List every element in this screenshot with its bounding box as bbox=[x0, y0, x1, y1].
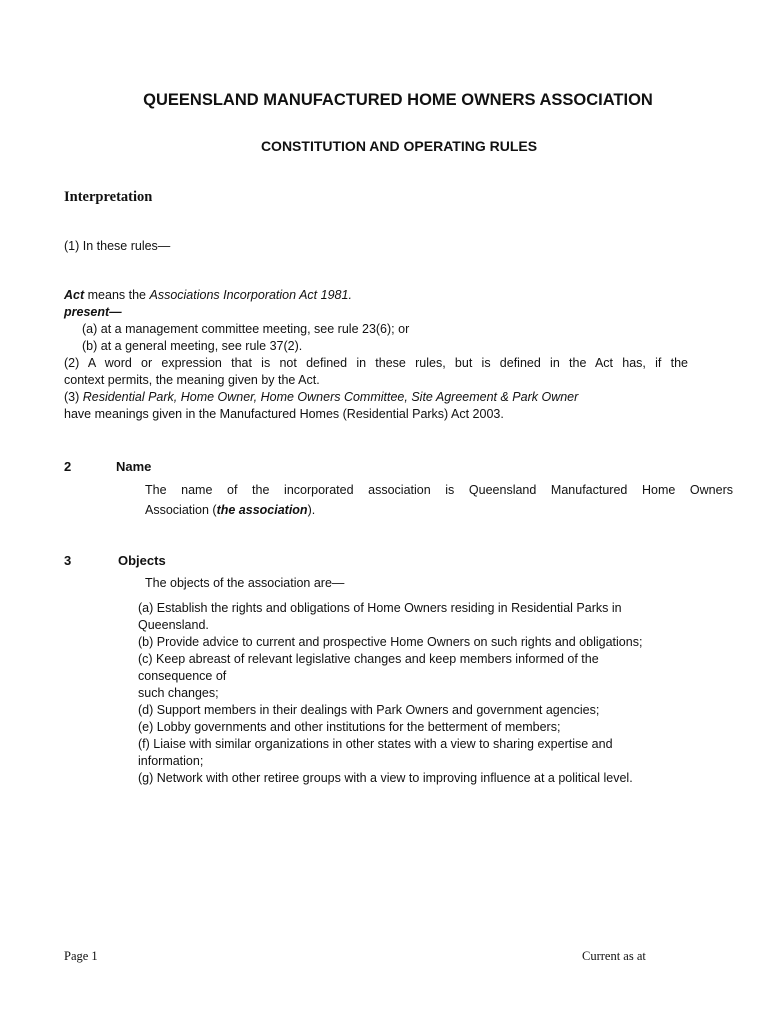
list-item: (e) Lobby governments and other institutions for the betterment of members; bbox=[138, 720, 561, 734]
rule-3-terms: Residential Park, Home Owner, Home Owners Committee, Site Agreement & Park Owner bbox=[82, 390, 579, 404]
section-2-line-2 bbox=[145, 502, 733, 519]
present-item-a: (a) at a management committee meeting, see rule 23(6); or bbox=[82, 322, 410, 336]
list-item: (c) Keep abreast of relevant legislative changes and keep members informed of the bbox=[138, 652, 599, 666]
section-3-title: Objects bbox=[118, 553, 166, 568]
section-3-number: 3 bbox=[64, 553, 72, 568]
act-term: Act bbox=[64, 288, 85, 302]
list-item: information; bbox=[138, 754, 204, 768]
act-means-text: means the bbox=[84, 288, 150, 302]
current-as-at: Current as at bbox=[582, 949, 646, 963]
section-2-title: Name bbox=[116, 459, 152, 474]
act-definition bbox=[64, 287, 704, 304]
list-item: (g) Network with other retiree groups with a view to improving influence at a political level. bbox=[138, 771, 633, 785]
section-2-line-2-post: ). bbox=[307, 503, 316, 517]
document-title: QUEENSLAND MANUFACTURED HOME OWNERS ASSOCIATION bbox=[143, 91, 653, 109]
document-subtitle: CONSTITUTION AND OPERATING RULES bbox=[260, 138, 538, 154]
definitions-block bbox=[64, 287, 704, 423]
list-item: Queensland. bbox=[138, 618, 209, 632]
list-item: (d) Support members in their dealings with Park Owners and government agencies; bbox=[138, 703, 600, 717]
association-term: the association bbox=[216, 503, 308, 517]
section-3-intro: The objects of the association are— bbox=[145, 576, 345, 590]
act-name: Associations Incorporation Act 1981. bbox=[149, 288, 352, 302]
list-item: (a) Establish the rights and obligations of Home Owners residing in Residential Parks in bbox=[138, 601, 622, 615]
section-2-number: 2 bbox=[64, 459, 72, 474]
rule-3-prefix: (3) bbox=[64, 390, 83, 404]
rule-2-line-1: (2) A word or expression that is not defined in these rules, but is defined in the Act has, if the bbox=[64, 356, 688, 370]
present-term: present— bbox=[64, 305, 122, 319]
interpretation-heading: Interpretation bbox=[64, 189, 153, 205]
list-item: (b) Provide advice to current and prospective Home Owners on such rights and obligations; bbox=[138, 635, 643, 649]
rule-3-line-2: have meanings given in the Manufactured Homes (Residential Parks) Act 2003. bbox=[64, 407, 504, 421]
present-item-b: (b) at a general meeting, see rule 37(2). bbox=[82, 339, 303, 353]
rule-3-line-1 bbox=[64, 389, 704, 406]
section-2-body bbox=[145, 482, 733, 519]
section-2-line-2-pre: Association ( bbox=[145, 503, 217, 517]
list-item: such changes; bbox=[138, 686, 219, 700]
rule-1-intro: (1) In these rules— bbox=[64, 239, 171, 253]
list-item: (f) Liaise with similar organizations in other states with a view to sharing expertise and bbox=[138, 737, 613, 751]
list-item: consequence of bbox=[138, 669, 227, 683]
present-definition bbox=[64, 304, 704, 321]
rule-2-line-2: context permits, the meaning given by the Act. bbox=[64, 373, 320, 387]
page-number: Page 1 bbox=[64, 949, 98, 963]
section-2-line-1: The name of the incorporated association is Queensland Manufactured Home Owners bbox=[145, 483, 733, 497]
objects-list bbox=[138, 600, 738, 787]
